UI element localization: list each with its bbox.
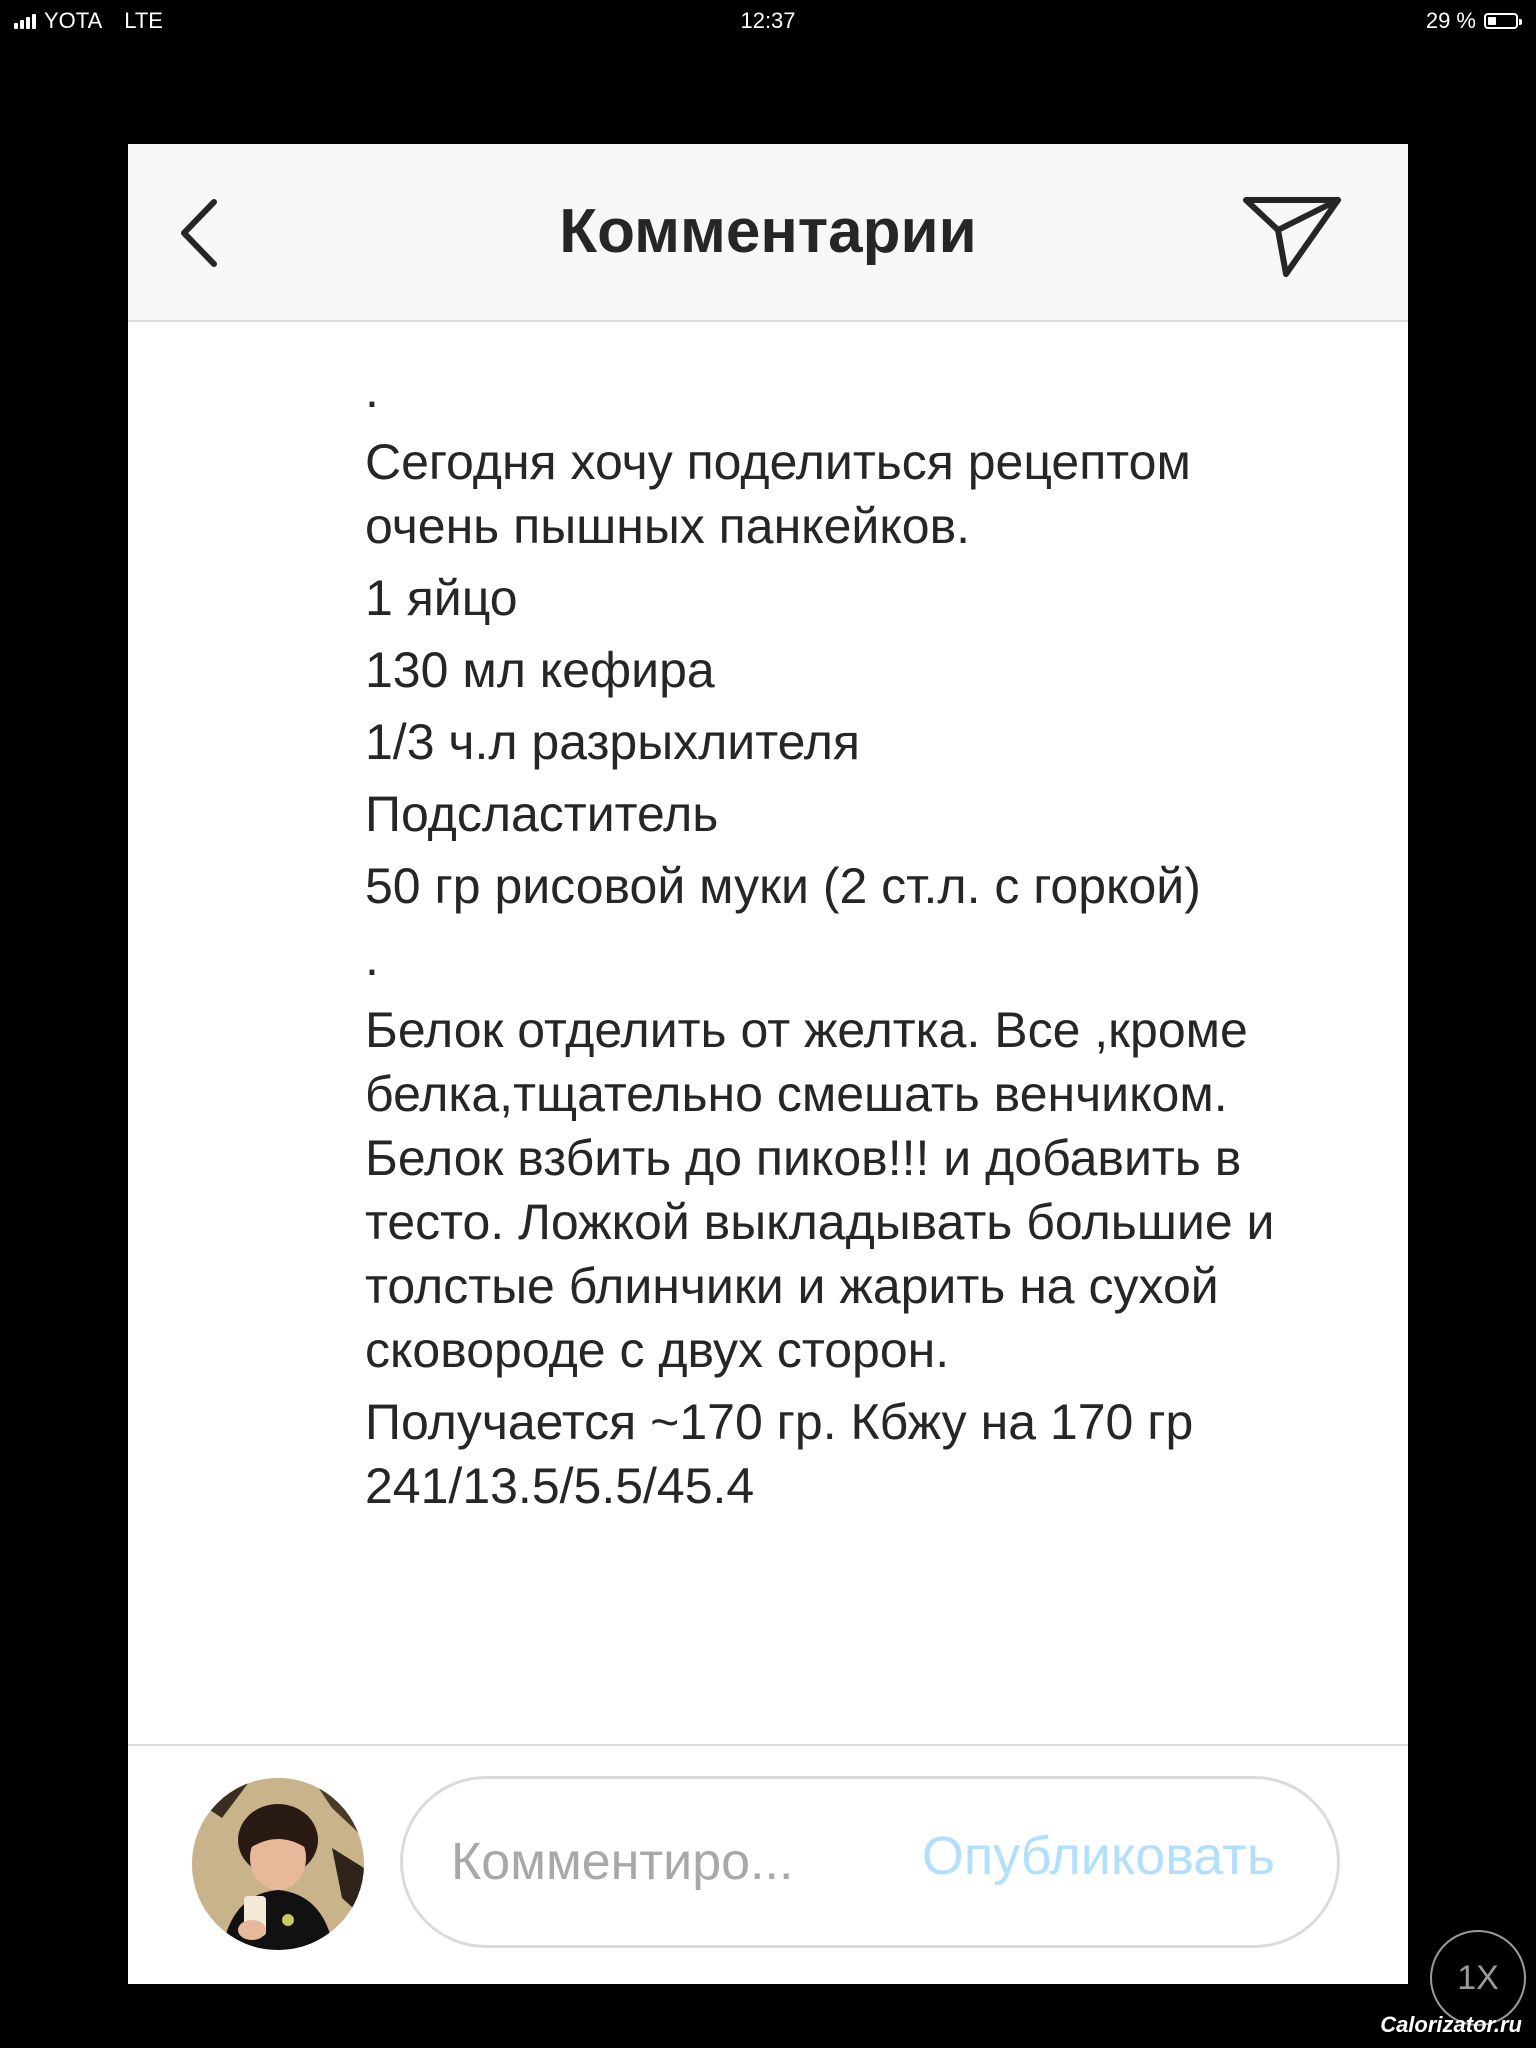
comment-line: 1/3 ч.л разрыхлителя: [365, 714, 860, 770]
comment-input[interactable]: [451, 1779, 861, 1945]
battery-icon: [1484, 13, 1518, 29]
comment-composer: [128, 1744, 1408, 1984]
header: [128, 144, 1408, 322]
network-type: LTE: [124, 8, 163, 33]
paper-plane-icon[interactable]: [1238, 186, 1348, 286]
battery-level: [1488, 17, 1496, 25]
battery-percent: 29 %: [1425, 8, 1476, 33]
carrier-name: YOTA: [44, 8, 103, 33]
watermark: Calorizator.ru: [1380, 2012, 1522, 2037]
avatar: [192, 1778, 364, 1950]
comment-line: 50 гр рисовой муки (2 ст.л. с горкой): [365, 858, 1201, 914]
comment-content[interactable]: [128, 322, 1408, 1888]
zoom-badge[interactable]: 1X: [1430, 1930, 1526, 2026]
comments-screen: [128, 144, 1408, 1984]
comment-line: .: [365, 362, 379, 418]
comment-input-pill: [400, 1776, 1340, 1948]
comment-line: Белок отделить от желтка. Все ,кроме белка,тщательно смешать венчиком. Белок взбить до пиков!!! и добавить в тесто. Ложкой выкладывать большие и толстые блинчики и жарить на сухой сковороде с двух сторон.: [365, 1002, 1289, 1378]
comment-text: [365, 358, 1305, 1526]
status-right: [1426, 8, 1518, 34]
comment-line: .: [365, 930, 379, 986]
comment-line: Получается ~170 гр. Кбжу на 170 гр 241/13.5/5.5/45.4: [365, 1394, 1208, 1514]
comment-line: Подсластитель: [365, 786, 719, 842]
status-time: 12:37: [740, 8, 796, 33]
comment-line: 1 яйцо: [365, 570, 518, 626]
comment-line: Сегодня хочу поделиться рецептом очень пышных панкейков.: [365, 434, 1205, 554]
post-button[interactable]: Опубликовать: [921, 1826, 1275, 1886]
battery-nub: [1519, 19, 1522, 25]
status-bar: [0, 0, 1536, 40]
page-title: Комментарии: [559, 197, 977, 266]
comment-line: 130 мл кефира: [365, 642, 715, 698]
